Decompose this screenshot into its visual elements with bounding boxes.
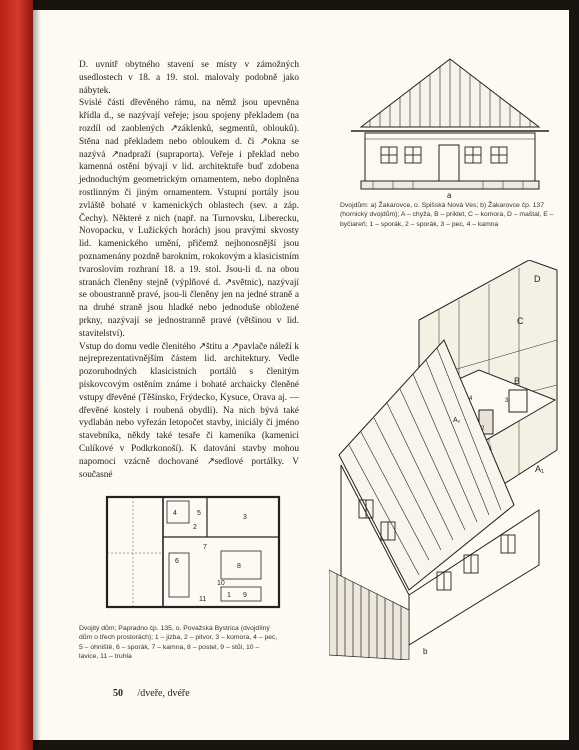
- plan-num-8: 8: [237, 563, 241, 570]
- book-page: [33, 10, 569, 740]
- page-gutter-shadow: [33, 0, 41, 750]
- paragraph-1: D. uvnitř obytného stavení se místy v zámožných usedlostech v 18. a 19. stol. malovaly podobně jako nábytek.: [79, 60, 299, 96]
- figure-floor-plan: [103, 493, 283, 611]
- body-text: [79, 59, 299, 481]
- figure-a-label: a: [447, 191, 452, 200]
- plan-num-3: 3: [243, 514, 247, 521]
- plan-num-6: 6: [175, 558, 179, 565]
- plan-num-7: 7: [203, 544, 207, 551]
- figure-house-elevation: [343, 55, 558, 200]
- plan-num-2: 2: [193, 524, 197, 531]
- room-label-2: 2: [481, 426, 485, 432]
- figure-house-cutaway: [329, 260, 559, 660]
- room-label-3: 3: [505, 398, 509, 404]
- plan-num-1: 1: [227, 592, 231, 599]
- running-head: /dveře, dvéře: [137, 688, 190, 699]
- figure-a-caption: Dvojdům: a) Žakarovce, o. Spišská Nová Ves; b) Žakarovce čp. 137 (hornický dvojdům); A – chyža, B – priklet, C – komora, D – maštal, E – byčiareň; 1 – sporák, 2 – sporák, 3 – pec, 4 – kamna: [340, 202, 554, 228]
- room-label-1: 1: [489, 446, 493, 452]
- page-footer: [113, 688, 190, 699]
- book-binding: [0, 0, 33, 750]
- plan-num-5: 5: [197, 510, 201, 517]
- figure-b-label: b: [423, 647, 428, 656]
- paragraph-3: Vstup do domu vedle členitého ↗štítu a ↗pavlače náleží k nejreprezentativnějším částem lid. architektury. Vedle pozoruhodných klasicistních portálů s členitým pískovcovým ostěním známe i bohaté archaicky členěné vstupy dřevěné (Těšínsko, Frýdecko, Kysuce, Orava aj. — dřevěné kostely i roubená obydlí). Na nich bývá také vydlabán nebo vyřezán letopočet stavby, iniciály či jméno stavebníka, někdy také tesaře či kameníka (kamenici Culíkové v Podkrkonoší). K datování stavby mohou napomoci vzácně dochované ↗sedlové portálky. V současné: [79, 341, 299, 480]
- figure-plan-caption: Dvojitý dům; Papradno čp. 135, o. Považská Bystrica (dvojdílný dům o třech prostorách); 1 – jizba, 2 – pitvor, 3 – komora, 4 – pec, 5 – ohniště, 6 – sporák, 7 – kamna, 8 – postel, 9 – stůl, 10 – lavice, 11 – truhla: [79, 625, 278, 661]
- paragraph-2: Svislé části dřevěného rámu, na němž jsou upevněna křídla d., se nazývají veřeje; jsou spojeny překladem (na rozdíl od zaoblených ↗záklenků, segmentů, oblouků). Stěna nad překladem nebo obloukem d. či ↗okna se nazývá ↗nadpraží (supraporta). Veřeje i překlad nebo kamenná ostění bývají v lid. architektuře buď zdobena jednoduchým geometrickým ornamentem, nebo doplněna rostlinným či jiným ornamentem. Vstupní portály jsou zvláště bohaté v kamenických oblastech (sev. a záp. Čechy). Některé z nich (např. na Turnovsku, Liberecku, Novopacku, v Lužických horách) jsou pravými skvosty lid. kamenického umění, přičemž nejhonosnější jsou poznamenány pozdně barokním, rokokovým a klasicistním tvaroslovím rozhraní 18. a 19. stol. Jsou-li d. na obou stranách členěny stejně (výplňové d. ↗světnic), nazývají se oboustranně pravé, jsou-li členěny jen na jedné straně a na druhé straně jsou hladké nebo jednoduše obložené prkny, nazývají se jednostranně pravé (většinou v lid. stavitelství).: [79, 98, 299, 339]
- plan-num-10: 10: [217, 580, 225, 587]
- room-label-d: D: [534, 274, 541, 284]
- room-label-c: C: [517, 316, 524, 326]
- page-number: 50: [113, 688, 123, 699]
- room-label-a1: A₁: [535, 464, 545, 474]
- room-label-b: B: [514, 376, 521, 386]
- plan-num-9: 9: [243, 592, 247, 599]
- room-label-4: 4: [469, 396, 473, 402]
- room-label-a2: A₂: [453, 417, 461, 424]
- plan-num-4: 4: [173, 510, 177, 517]
- plan-num-11: 11: [199, 596, 207, 603]
